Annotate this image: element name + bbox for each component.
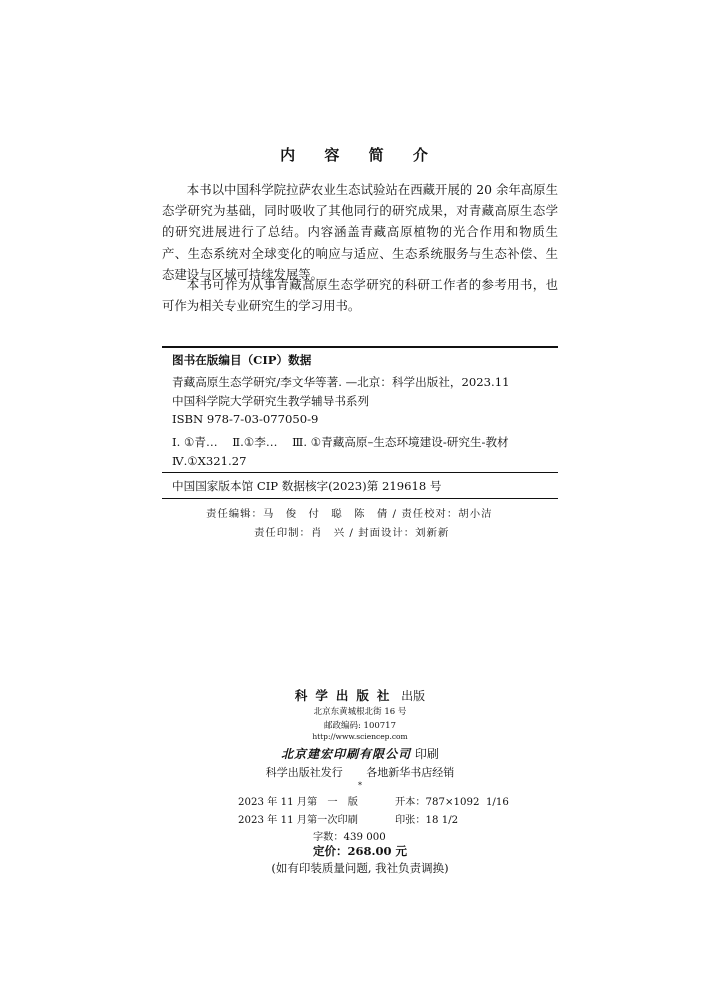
printer-name: 北京建宏印刷有限公司 <box>281 747 412 761</box>
credits-printing: 责任印制：肖 兴 / 封面设计：刘新新 <box>254 527 450 539</box>
printer-suffix: 印刷 <box>414 747 439 761</box>
price-line <box>0 843 720 859</box>
publisher-suffix: 出版 <box>401 689 426 703</box>
publisher-address: 北京东黄城根北街 16 号 <box>313 707 407 717</box>
printer-line <box>0 745 720 762</box>
distributor: 科学出版社发行 <box>265 766 343 779</box>
cip-title: 图书在版编目（CIP）数据 <box>172 353 312 367</box>
cip-top-rule <box>162 346 558 348</box>
cip-line-2: 中国科学院大学研究生教学辅导书系列 <box>172 394 370 408</box>
intro-paragraph-1: 本书以中国科学院拉萨农业生态试验站在西藏开展的 20 余年高原生态学研究为基础，同时吸收了其他同行的研究成果，对青藏高原生态学的研究进展进行了总结。内容涵盖青藏高原植物的光合作用和物质生产、生态系统对全球变化的响应与适应、生态系统服务与生态补偿、生态建设与区域可持续发展等。 <box>162 182 558 282</box>
publisher-line <box>0 686 720 704</box>
intro-paragraph-2: 本书可作为从事青藏高原生态学研究的科研工作者的参考用书，也可作为相关专业研究生的学习用书。 <box>162 277 558 314</box>
price-label: 定价： <box>312 844 348 858</box>
word-count: 字数：439 000 <box>313 832 386 843</box>
distribution-line <box>0 764 720 780</box>
cip-line-1: 青藏高原生态学研究/李文华等著. —北京：科学出版社，2023.11 <box>172 375 510 389</box>
cip-class-number: Ⅳ.①X321.27 <box>172 454 247 468</box>
credits-editors: 责任编辑：马 俊 付 聪 陈 倩 / 责任校对：胡小洁 <box>206 508 493 520</box>
publisher-name: 科学出版社 <box>294 688 398 703</box>
publisher-postal-code: 邮政编码: 100717 <box>323 721 396 731</box>
intro-title: 内 容 简 介 <box>280 146 440 164</box>
separator-star: * <box>358 781 362 790</box>
edition-info: 2023 年 11 月第 一 版 <box>238 797 358 808</box>
cip-record-number: 中国国家版本馆 CIP 数据核字(2023)第 219618 号 <box>172 479 442 493</box>
cip-bottom-rule <box>162 498 558 499</box>
format-info: 开本：787×1092 1/16 <box>395 797 509 808</box>
cip-isbn: ISBN 978-7-03-077050-9 <box>172 412 319 426</box>
price-value: 268.00 元 <box>347 844 408 858</box>
publisher-url: http://www.sciencep.com <box>312 732 408 741</box>
sheets-info: 印张：18 1/2 <box>395 815 459 826</box>
cip-middle-rule <box>162 472 558 473</box>
quality-note: (如有印装质量问题, 我社负责调换) <box>271 861 449 875</box>
printing-info: 2023 年 11 月第一次印刷 <box>238 815 358 826</box>
cip-classification: Ⅰ. ①青… Ⅱ.①李… Ⅲ. ①青藏高原–生态环境建设-研究生-教材 <box>172 435 509 449</box>
seller: 各地新华书店经销 <box>366 766 455 779</box>
